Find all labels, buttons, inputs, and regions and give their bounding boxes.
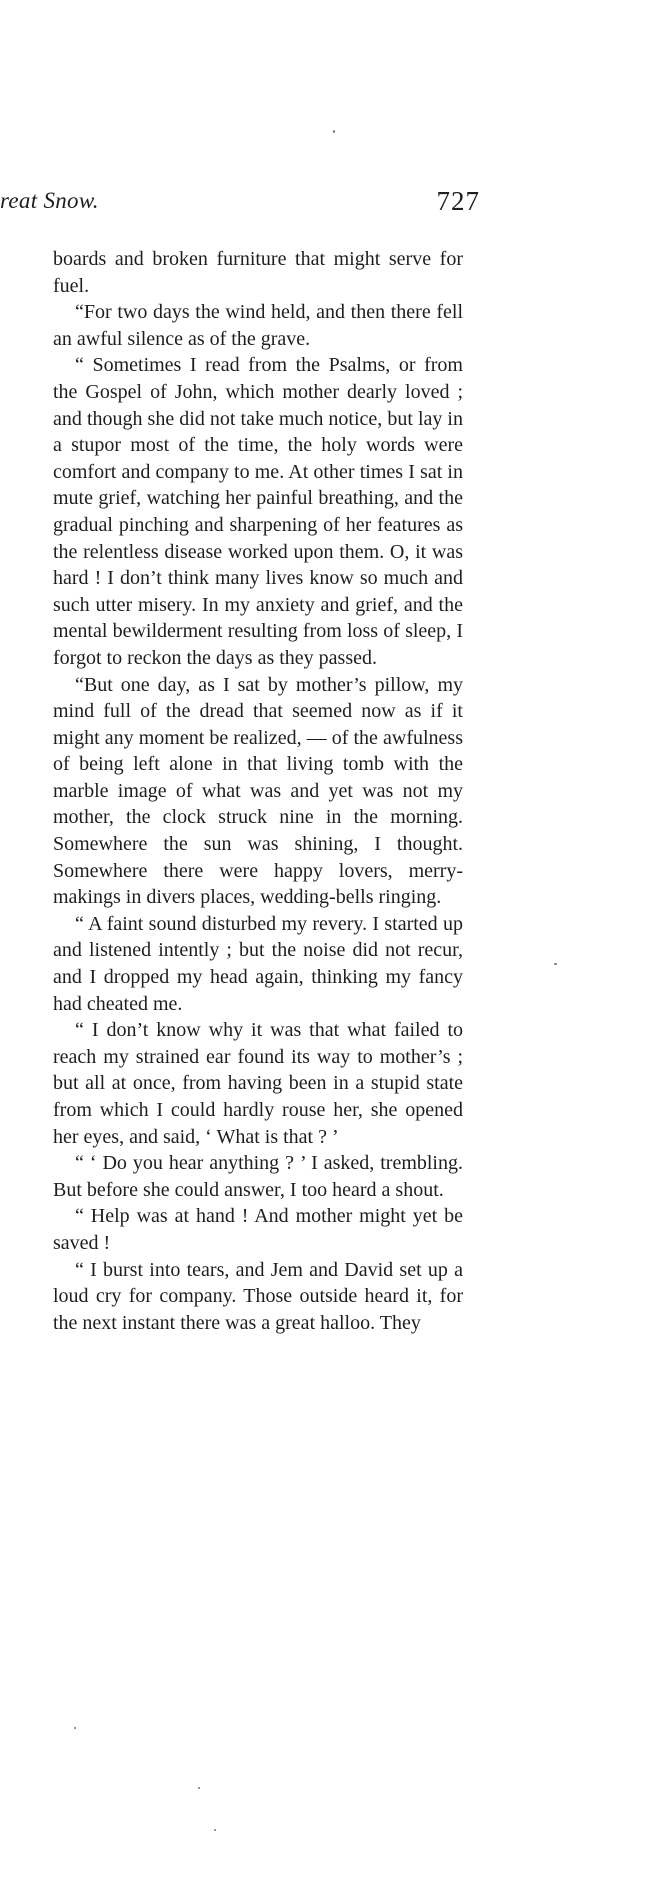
running-title: reat Snow.: [0, 188, 99, 213]
body-text: [53, 246, 463, 1336]
running-head: [0, 188, 480, 228]
paragraph-6: “ I don’t know why it was that what failed to reach my strained ear found its way to mother’s ; but all at once, from having been in a stupid state from which I could hardly rouse her, she opened her eyes, and said, ‘ What is that ? ’: [53, 1019, 463, 1148]
paragraph-9: “ I burst into tears, and Jem and David set up a loud cry for company. Those outside heard it, for the next instant there was a great halloo. They: [53, 1258, 463, 1334]
paper-speck: [554, 963, 557, 965]
paragraph-5: “ A faint sound disturbed my revery. I started up and listened intently ; but the noise did not recur, and I dropped my head again, thinking my fancy had cheated me.: [53, 912, 463, 1015]
paper-speck: [214, 1829, 216, 1831]
paragraph-7: “ ‘ Do you hear anything ? ’ I asked, trembling. But before she could answer, I too heard a shout.: [53, 1152, 463, 1201]
paper-speck: [198, 1787, 200, 1789]
paper-speck: [333, 130, 335, 133]
page-number: 727: [436, 186, 480, 216]
paragraph-3: “ Sometimes I read from the Psalms, or from the Gospel of John, which mother dearly loved ; and though she did not take much notice, but lay in a stupor most of the time, the holy words were comfort and company to me. At other times I sat in mute grief, watching her painful breathing, and the gradual pinching and sharpening of her features as the relentless disease worked upon them. O, it was hard ! I don’t think many lives know so much and such utter misery. In my anxiety and grief, and the mental bewilderment resulting from loss of sleep, I forgot to reckon the days as they passed.: [53, 354, 463, 669]
paragraph-1: boards and broken furniture that might serve for fuel.: [53, 248, 463, 297]
paragraph-8: “ Help was at hand ! And mother might yet be saved !: [53, 1205, 463, 1254]
paragraph-4: “But one day, as I sat by mother’s pillow, my mind full of the dread that seemed now as if it might any moment be realized, — of the awfulness of being left alone in that living tomb with the marble image of what was and yet was not my mother, the clock struck nine in the morning. Somewhere the sun was shining, I thought. Somewhere there were happy lovers, merry-makings in divers places, wedding-bells ringing.: [53, 673, 463, 909]
paper-speck: [74, 1727, 76, 1729]
paragraph-2: “For two days the wind held, and then there fell an awful silence as of the grave.: [53, 301, 463, 350]
